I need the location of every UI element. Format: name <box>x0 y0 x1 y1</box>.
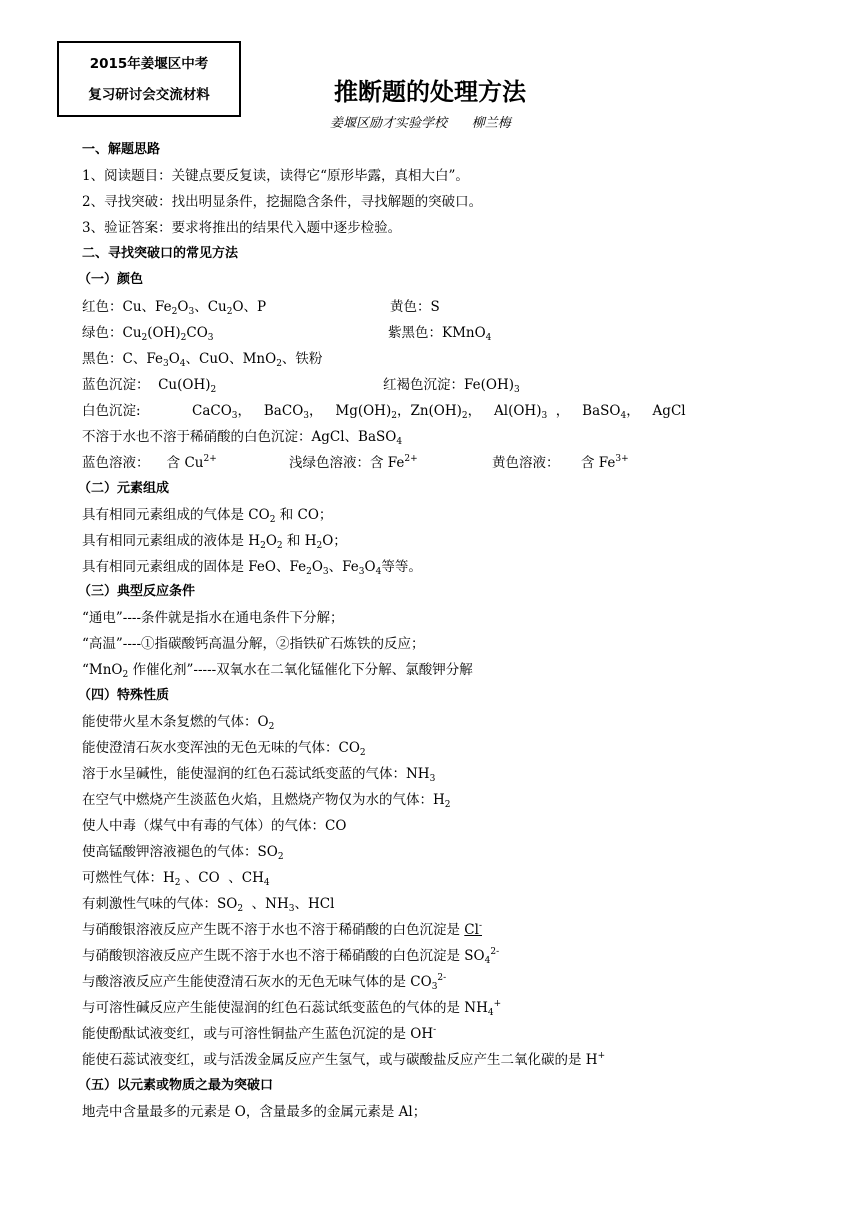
yellow-solution: 黄色溶液： 含 $Fe^{3+}$ <box>492 454 629 471</box>
property-5: 使人中毒（煤气中有毒的气体）的气体：CO <box>82 818 347 834</box>
green-colors: 绿色：$Cu_2(OH)_2CO_3$ <box>82 325 214 343</box>
red-colors: 红色：Cu、$Fe_2O_3$、$Cu_2O$、P <box>82 299 267 317</box>
step-1: 1、阅读题目：关键点要反复读，读得它“原形毕露，真相大白”。 <box>82 168 469 184</box>
insoluble-white-precipitate: 不溶于水也不溶于稀硝酸的白色沉淀：AgCl、BaSO$_4$ <box>82 429 403 447</box>
property-3: 溶于水呈碱性，能使湿润的红色石蕊试纸变蓝的气体：$NH_3$ <box>82 766 436 784</box>
document-title: 推断题的处理方法 <box>334 78 526 106</box>
section-1-heading: 一、解题思路 <box>82 142 161 157</box>
stamp-line-1: 2015年姜堰区中考 <box>89 56 209 72</box>
property-10: 与硝酸钡溶液反应产生既不溶于水也不溶于稀硝酸的白色沉淀是 $SO_4^{2-}$ <box>82 947 500 966</box>
blue-precipitate: 蓝色沉淀： $Cu(OH)_2$ <box>82 377 217 395</box>
condition-electrolysis: “通电”----条件就是指水在通电条件下分解； <box>82 610 344 626</box>
same-element-liquid: 具有相同元素组成的液体是 $H_2O_2$ 和 $H_2O$； <box>82 533 347 551</box>
red-brown-precipitate: 红褐色沉淀：$Fe(OH)_3$ <box>383 377 520 395</box>
yellow-colors: 黄色：S <box>390 299 440 315</box>
property-1: 能使带火星木条复燃的气体：$O_2$ <box>82 714 275 732</box>
property-9: 与硝酸银溶液反应产生既不溶于水也不溶于稀硝酸的白色沉淀是 Cl- <box>82 921 482 938</box>
property-13: 能使酚酞试液变红，或与可溶性铜盐产生蓝色沉淀的是 OH- <box>82 1025 437 1042</box>
subsection-composition: （二）元素组成 <box>78 481 170 496</box>
property-7: 可燃性气体：$H_2$ 、CO 、$CH_4$ <box>82 870 270 888</box>
property-14: 能使石蕊试液变红，或与活泼金属反应产生氢气，或与碳酸盐反应产生二氧化碳的是 H+ <box>82 1051 606 1068</box>
section-2-heading: 二、寻找突破口的常见方法 <box>82 246 239 261</box>
light-green-solution: 浅绿色溶液：含 $Fe^{2+}$ <box>289 454 418 471</box>
subsection-color: （一）颜色 <box>78 272 144 287</box>
stamp-line-2: 复习研讨会交流材料 <box>88 87 210 103</box>
condition-high-temp: “高温”----①指碳酸钙高温分解，②指铁矿石炼铁的反应； <box>82 636 425 652</box>
property-12: 与可溶性碱反应产生能使湿润的红色石蕊试纸变蓝色的气体的是 $NH_4^+$ <box>82 999 502 1018</box>
property-2: 能使澄清石灰水变浑浊的无色无味的气体：$CO_2$ <box>82 740 366 758</box>
step-3: 3、验证答案：要求将推出的结果代入题中逐步检验。 <box>82 220 402 236</box>
superlative-1: 地壳中含量最多的元素是 O，含量最多的金属元素是 Al； <box>82 1104 427 1120</box>
same-element-gas: 具有相同元素组成的气体是 $CO_2$ 和 CO； <box>82 507 333 525</box>
step-2: 2、寻找突破：找出明显条件，挖掘隐含条件，寻找解题的突破口。 <box>82 194 483 210</box>
property-8: 有刺激性气味的气体：$SO_2$ 、$NH_3$、HCl <box>82 896 335 914</box>
subsection-properties: （四）特殊性质 <box>78 688 170 703</box>
purple-black-colors: 紫黑色：KMnO$_4$ <box>388 325 492 343</box>
property-6: 使高锰酸钾溶液褪色的气体：$SO_2$ <box>82 844 284 862</box>
black-colors: 黑色：C、$Fe_3O_4$、CuO、MnO$_2$、铁粉 <box>82 351 323 369</box>
same-element-solid: 具有相同元素组成的固体是 FeO、$Fe_2O_3$、$Fe_3O_4$等等。 <box>82 559 422 577</box>
white-precipitates: CaCO$_3$， BaCO$_3$， $Mg(OH)_2$，$Zn(OH)_2$， $Al(OH)_3$ ， BaSO$_4$， AgCl <box>192 403 686 421</box>
blue-solution: 蓝色溶液： 含 $Cu^{2+}$ <box>82 454 217 471</box>
subsection-conditions: （三）典型反应条件 <box>78 584 196 599</box>
property-4: 在空气中燃烧产生淡蓝色火焰，且燃烧产物仅为水的气体：$H_2$ <box>82 792 451 810</box>
white-precipitate-label: 白色沉淀: <box>82 403 141 419</box>
condition-catalyst: “MnO$_2$ 作催化剂”-----双氧水在二氧化锰催化下分解、氯酸钾分解 <box>82 662 473 680</box>
subsection-superlatives: （五）以元素或物质之最为突破口 <box>78 1078 274 1093</box>
property-11: 与酸溶液反应产生能使澄清石灰水的无色无味气体的是 $CO_3^{2-}$ <box>82 973 447 992</box>
author-line: 姜堰区励才实验学校 柳兰梅 <box>330 116 511 131</box>
